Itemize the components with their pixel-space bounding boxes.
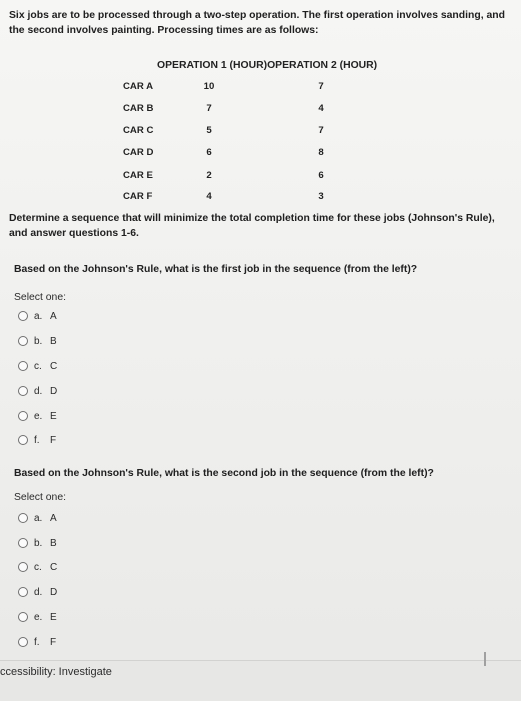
question-1-select-label: Select one: xyxy=(14,292,66,303)
operation-2-time: 7 xyxy=(318,81,324,92)
operation-1-time: 2 xyxy=(206,170,212,181)
option-text: B xyxy=(50,335,57,347)
option-text: D xyxy=(50,385,58,397)
radio-button[interactable] xyxy=(18,637,28,647)
option-letter: a. xyxy=(34,512,43,524)
radio-button[interactable] xyxy=(18,513,28,523)
question-2-option-e[interactable] xyxy=(18,609,57,625)
question-2-prompt: Based on the Johnson's Rule, what is the second job in the sequence (from the left)? xyxy=(14,468,434,479)
option-text: E xyxy=(50,410,57,422)
radio-button[interactable] xyxy=(18,538,28,548)
option-text: D xyxy=(50,586,58,598)
option-text: C xyxy=(50,561,58,573)
car-label: CAR F xyxy=(123,191,153,202)
operation-1-time: 6 xyxy=(206,147,212,158)
accessibility-status[interactable]: ccessibility: Investigate xyxy=(0,666,112,678)
option-letter: c. xyxy=(34,360,42,372)
question-2-option-a[interactable] xyxy=(18,510,57,526)
operation-1-time: 7 xyxy=(206,103,212,114)
question-2-option-f[interactable] xyxy=(18,634,56,650)
option-text: C xyxy=(50,360,58,372)
question-1-option-c[interactable] xyxy=(18,358,57,374)
table-row xyxy=(0,125,521,141)
radio-button[interactable] xyxy=(18,587,28,597)
question-1-option-a[interactable] xyxy=(18,308,57,324)
operation-2-time: 7 xyxy=(318,125,324,136)
operation-2-time: 8 xyxy=(318,147,324,158)
option-text: A xyxy=(50,310,57,322)
option-text: E xyxy=(50,611,57,623)
operation-2-time: 6 xyxy=(318,170,324,181)
instructions: Determine a sequence that will minimize the total completion time for these jobs (Johnson's Rule), and answer questions 1-6. xyxy=(9,213,495,239)
option-letter: d. xyxy=(34,385,43,397)
option-letter: e. xyxy=(34,410,43,422)
question-1-option-b[interactable] xyxy=(18,333,57,349)
question-2-select-label: Select one: xyxy=(14,492,66,503)
question-1-option-f[interactable] xyxy=(18,432,56,448)
option-text: B xyxy=(50,537,57,549)
question-2-option-b[interactable] xyxy=(18,535,57,551)
operation-1-time: 4 xyxy=(206,191,212,202)
table-row xyxy=(0,147,521,163)
car-label: CAR A xyxy=(123,81,154,92)
problem-intro: Six jobs are to be processed through a two-step operation. The first operation involves sanding, and the second involves painting. Processing times are as follows: xyxy=(9,10,505,36)
car-label: CAR B xyxy=(123,103,154,114)
table-header: OPERATION 1 (HOUR)OPERATION 2 (HOUR) xyxy=(157,60,378,71)
operation-2-time: 4 xyxy=(318,103,324,114)
radio-button[interactable] xyxy=(18,336,28,346)
table-row xyxy=(0,103,521,119)
option-letter: c. xyxy=(34,561,42,573)
question-1-option-e[interactable] xyxy=(18,408,57,424)
radio-button[interactable] xyxy=(18,411,28,421)
option-text: A xyxy=(50,512,57,524)
question-1-option-d[interactable] xyxy=(18,383,57,399)
radio-button[interactable] xyxy=(18,435,28,445)
car-label: CAR C xyxy=(123,125,154,136)
radio-button[interactable] xyxy=(18,386,28,396)
question-2-option-c[interactable] xyxy=(18,559,57,575)
radio-button[interactable] xyxy=(18,612,28,622)
question-2-option-d[interactable] xyxy=(18,584,57,600)
option-letter: f. xyxy=(34,636,40,648)
option-text: F xyxy=(50,636,57,648)
option-letter: d. xyxy=(34,586,43,598)
radio-button[interactable] xyxy=(18,361,28,371)
operation-1-time: 10 xyxy=(203,81,215,92)
question-1-prompt: Based on the Johnson's Rule, what is the first job in the sequence (from the left)? xyxy=(14,264,418,275)
option-letter: a. xyxy=(34,310,43,322)
option-letter: b. xyxy=(34,537,43,549)
option-letter: e. xyxy=(34,611,43,623)
operation-1-time: 5 xyxy=(206,125,212,136)
option-letter: b. xyxy=(34,335,43,347)
radio-button[interactable] xyxy=(18,311,28,321)
car-label: CAR E xyxy=(123,170,153,181)
scroll-handle[interactable] xyxy=(484,652,486,666)
car-label: CAR D xyxy=(123,147,154,158)
operation-2-time: 3 xyxy=(318,191,324,202)
table-row xyxy=(0,191,521,207)
table-row xyxy=(0,81,521,97)
option-letter: f. xyxy=(34,434,40,446)
radio-button[interactable] xyxy=(18,562,28,572)
table-row xyxy=(0,170,521,186)
option-text: F xyxy=(50,434,57,446)
